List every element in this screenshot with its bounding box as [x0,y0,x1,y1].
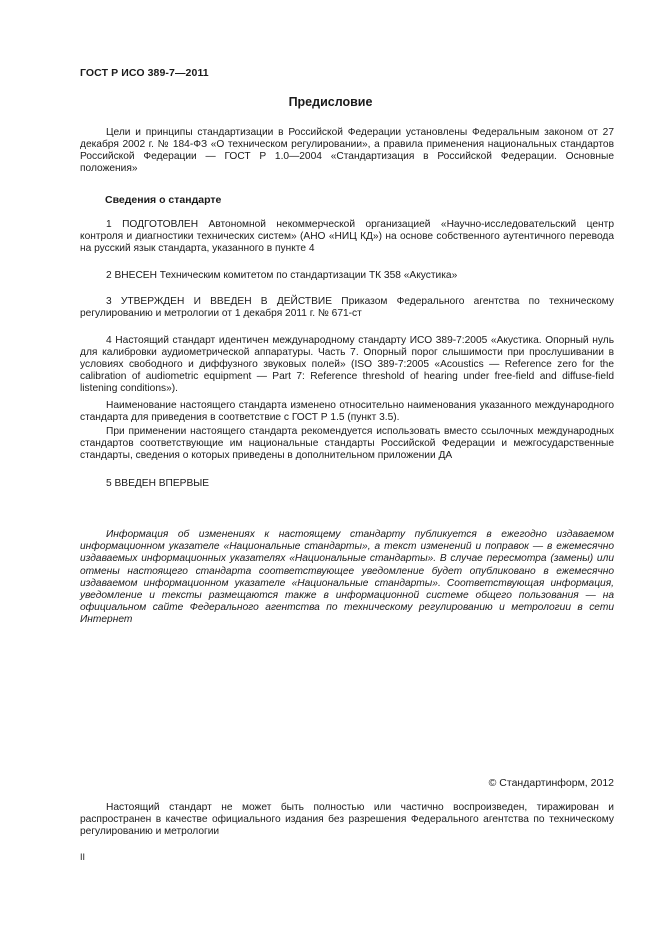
intro-paragraph [80,127,614,175]
item-4-note-references [80,426,614,462]
copyright: © Стандартинформ, 2012 [488,777,614,789]
document-header: ГОСТ Р ИСО 389-7—2011 [80,67,209,79]
reproduction-notice [80,802,614,838]
item-4-note-name [80,400,614,424]
item-3-text: 3 УТВЕРЖДЕН И ВВЕДЕН В ДЕЙСТВИЕ Приказом Федерального агентства по техническому регулированию и метрологии от 1 декабря 2011 г. № 671-ст [80,296,614,319]
item-5 [80,478,614,490]
intro-text: Цели и принципы стандартизации в Российской Федерации установлены Федеральным законом от 27 декабря 2002 г. № 184-ФЗ «О техническом регулировании», а правила применения национальных стандартов Российской Федерации — ГОСТ Р 1.0—2004 «Стандартизация в Российской Федерации. Основные положения» [80,127,614,174]
item-3 [80,296,614,320]
page-number: II [80,852,86,862]
section-subheading: Сведения о стандарте [105,194,222,206]
item-4 [80,335,614,395]
changes-notice [80,529,614,627]
item-4-note-references-text: При применении настоящего стандарта рекомендуется использовать вместо ссылочных международных стандартов соответствующие им национальные стандарты Российской Федерации и межгосударственные стандарты, сведения о которых приведены в дополнительном приложении ДА [80,426,614,461]
item-1 [80,219,614,255]
item-4-text: 4 Настоящий стандарт идентичен международному стандарту ИСО 389-7:2005 «Акустика. Опорный нуль для калибровки аудиометрической аппаратуры. Часть 7. Опорный порог слышимости при прослушивании в условиях свободного и диффузного звуковых полей» (ISO 389-7:2005 «Acoustics — Reference zero for the calibration of audiometric equipment — Part 7: Reference threshold of hearing under free-field and diffuse-field listening conditions»). [80,335,614,394]
item-2-text: 2 ВНЕСЕН Техническим комитетом по стандартизации ТК 358 «Акустика» [106,270,458,281]
page-title: Предисловие [288,95,373,109]
item-5-text: 5 ВВЕДЕН ВПЕРВЫЕ [106,478,210,489]
item-4-note-name-text: Наименование настоящего стандарта изменено относительно наименования указанного международного стандарта для приведения в соответствие с ГОСТ Р 1.5 (пункт 3.5). [80,400,614,423]
item-1-text: 1 ПОДГОТОВЛЕН Автономной некоммерческой организацией «Научно-исследовательский центр контроля и диагностики технических систем» (АНО «НИЦ КД») на основе собственного аутентичного перевода на русский язык стандарта, указанного в пункте 4 [80,219,614,254]
changes-notice-text: Информация об изменениях к настоящему стандарту публикуется в ежегодно издаваемом информационном указателе «Национальные стандарты», а текст изменений и поправок — в ежемесячно издаваемых информационных указателях «Национальные стандарты». В случае пересмотра (замены) или отмены настоящего стандарта соответствующее уведомление будет опубликовано в ежемесячно издаваемом информационном указателе «Национальные стандарты». Соответствующая информация, уведомление и тексты размещаются также в информационной системе общего пользования — на официальном сайте Федерального агентства по техническому регулированию и метрологии в сети Интернет [80,529,614,626]
item-2 [80,270,614,282]
reproduction-notice-text: Настоящий стандарт не может быть полностью или частично воспроизведен, тиражирован и распространен в качестве официального издания без разрешения Федерального агентства по техническому регулированию и метрологии [80,802,614,837]
